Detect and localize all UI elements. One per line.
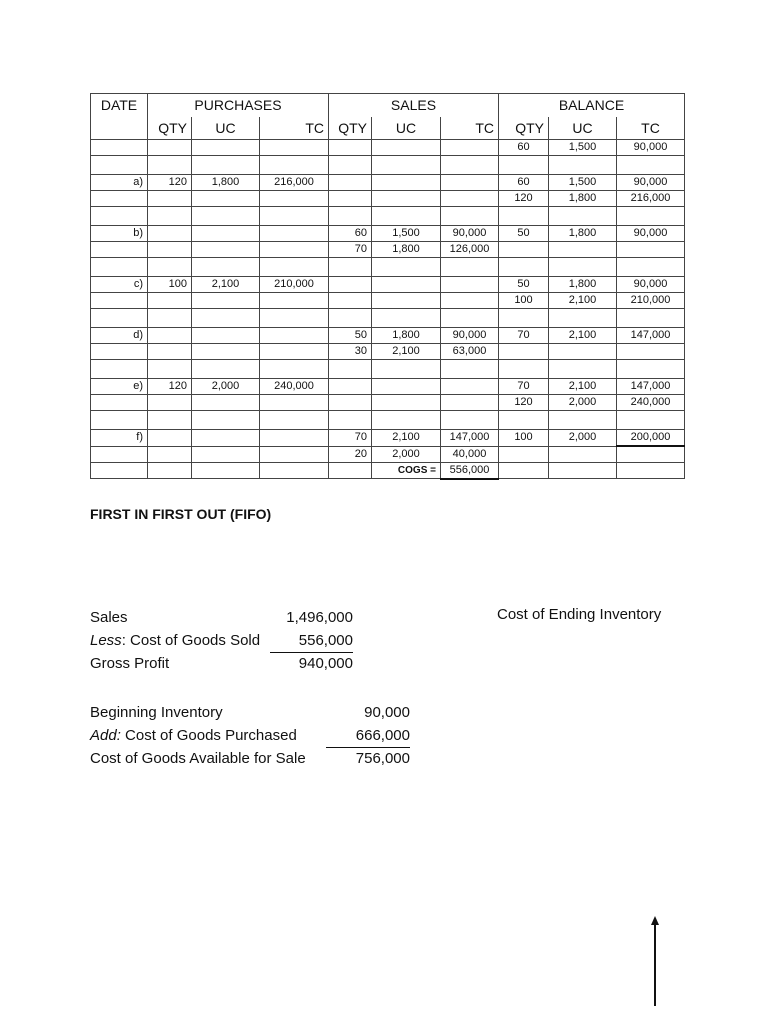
cogs-value: 556,000 [441,462,499,479]
cell-bal-uc: 2,100 [549,379,617,395]
purchases-label: Cost of Goods Purchased [120,727,297,744]
cell-date: b) [91,226,148,242]
cell-sale-uc: 1,800 [372,242,441,258]
goods-available-value: 756,000 [355,750,410,767]
cell-bal-tc: 240,000 [617,395,685,411]
cell-sale-tc: 90,000 [441,226,499,242]
table-row [91,207,685,226]
table-row [91,242,685,258]
cell-bal-tc: 90,000 [617,175,685,191]
cell-sale-tc: 126,000 [441,242,499,258]
ending-inventory-title: Cost of Ending Inventory [497,606,662,623]
cell-sale-uc: 2,100 [372,344,441,360]
cell-pur-uc: 2,100 [192,277,260,293]
cell-sale-uc: 2,100 [372,430,441,447]
cell-bal-qty: 100 [499,293,549,309]
cell-sale-tc: 63,000 [441,344,499,360]
cell-sale-qty: 60 [329,226,372,242]
cell-bal-tc: 90,000 [617,277,685,293]
table-row [91,379,685,395]
cell-bal-uc: 2,000 [549,430,617,447]
cell-date: c) [91,277,148,293]
cell-bal-tc: 200,000 [617,430,685,447]
header-tc: TC [260,117,329,140]
beginning-inventory-label: Beginning Inventory [90,704,223,721]
header-tc: TC [441,117,499,140]
table-row [91,360,685,379]
cell-bal-qty: 60 [499,175,549,191]
header-tc: TC [617,117,685,140]
fifo-ledger-table [90,93,685,480]
cell-bal-qty: 50 [499,226,549,242]
gross-profit-value: 940,000 [298,655,353,672]
cell-sale-uc: 1,500 [372,226,441,242]
table-row [91,293,685,309]
table-row [91,175,685,191]
header-qty: QTY [499,117,549,140]
cell-sale-qty: 70 [329,430,372,447]
table-row [91,328,685,344]
cell-bal-uc: 1,800 [549,226,617,242]
table-row [91,226,685,242]
table-row [91,277,685,293]
cell-pur-uc: 1,800 [192,175,260,191]
cell-bal-tc: 147,000 [617,379,685,395]
cell-bal-tc: 90,000 [617,140,685,156]
cell-bal-qty: 120 [499,395,549,411]
cell-date: f) [91,430,148,447]
cell-date: e) [91,379,148,395]
table-row [91,395,685,411]
less-prefix: Less [90,632,122,649]
cell-bal-qty: 60 [499,140,549,156]
cell-sale-tc: 40,000 [441,446,499,462]
table-row [91,446,685,462]
cell-sale-tc: 90,000 [441,328,499,344]
cell-pur-uc: 2,000 [192,379,260,395]
cell-sale-uc: 1,800 [372,328,441,344]
cell-bal-tc: 216,000 [617,191,685,207]
header-row-groups [91,94,685,117]
header-sales: SALES [329,94,499,117]
cell-bal-tc: 90,000 [617,226,685,242]
cell-pur-tc: 240,000 [260,379,329,395]
cell-pur-tc: 216,000 [260,175,329,191]
cell-sale-qty: 50 [329,328,372,344]
header-qty: QTY [148,117,192,140]
cell-bal-uc: 1,500 [549,140,617,156]
sales-value: 1,496,000 [286,609,353,626]
income-statement [90,606,353,675]
header-uc: UC [549,117,617,140]
table-row [91,258,685,277]
table-row [91,140,685,156]
header-uc: UC [372,117,441,140]
cell-sale-tc: 147,000 [441,430,499,447]
cell-sale-uc: 2,000 [372,446,441,462]
cell-bal-uc: 2,100 [549,293,617,309]
header-balance: BALANCE [499,94,685,117]
cell-pur-qty: 120 [148,379,192,395]
table-row [91,309,685,328]
header-date: DATE [91,94,148,117]
table-row [91,430,685,447]
cogs-label: COGS = [372,462,441,479]
cell-bal-uc: 2,000 [549,395,617,411]
header-row-columns [91,117,685,140]
method-title: FIRST IN FIRST OUT (FIFO) [90,506,272,522]
cell-date: d) [91,328,148,344]
table-row [91,156,685,175]
goods-available-label: Cost of Goods Available for Sale [90,750,306,767]
cell-sale-qty: 30 [329,344,372,360]
header-uc: UC [192,117,260,140]
table-row [91,191,685,207]
cell-bal-uc: 1,800 [549,191,617,207]
cogs-calculation [90,701,410,770]
cell-sale-qty: 70 [329,242,372,258]
cell-bal-qty: 50 [499,277,549,293]
purchases-value: 666,000 [326,724,410,748]
cell-bal-qty: 100 [499,430,549,447]
up-arrow-icon [648,916,662,1006]
cogs-value: 556,000 [270,629,353,653]
gross-profit-label: Gross Profit [90,655,170,672]
cell-bal-tc: 147,000 [617,328,685,344]
cell-bal-qty: 70 [499,328,549,344]
header-qty: QTY [329,117,372,140]
cell-pur-qty: 100 [148,277,192,293]
table-row [91,344,685,360]
sales-label: Sales [90,609,128,626]
table-row [91,462,685,479]
cell-sale-qty: 20 [329,446,372,462]
cell-bal-uc: 1,500 [549,175,617,191]
cell-bal-uc: 2,100 [549,328,617,344]
beginning-inventory-value: 90,000 [364,704,410,721]
cell-bal-tc: 210,000 [617,293,685,309]
cell-bal-qty: 120 [499,191,549,207]
cell-bal-qty: 70 [499,379,549,395]
cell-pur-tc: 210,000 [260,277,329,293]
header-purchases: PURCHASES [148,94,329,117]
cogs-label: : Cost of Goods Sold [121,632,261,649]
add-prefix: Add: [90,727,121,744]
cell-bal-uc: 1,800 [549,277,617,293]
table-row [91,411,685,430]
cell-pur-qty: 120 [148,175,192,191]
cell-date: a) [91,175,148,191]
